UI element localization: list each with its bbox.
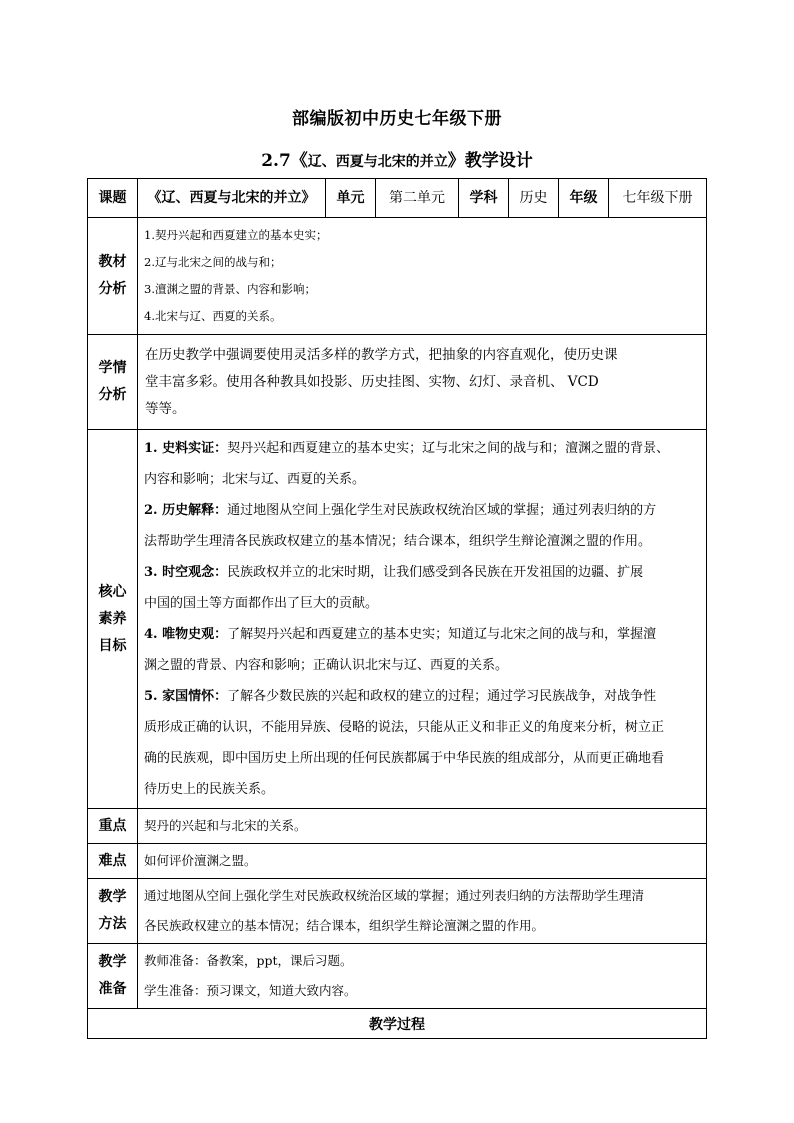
goal-item: 5. 家国情怀：了解各少数民族的兴起和政权的建立的过程；通过学习民族战争，对战争性 质形成正确的认识，不能用异族、侵略的说法，只能从正义和非正义的角度来分析，树立正 确的民族观，即中国历史上所出现的任何民族都属于中华民族的组成部分，从而更正确地看 待历史上的民族关系。 [144,689,665,797]
key-point-value: 契丹的兴起和与北宋的关系。 [138,809,707,844]
goal-item: 4. 唯物史观：了解契丹兴起和西夏建立的基本史实；知道辽与北宋之间的战与和，掌握澶 渊之盟的背景、内容和影响；正确认识北宋与辽、西夏的关系。 [144,627,657,673]
textbook-content [138,218,707,335]
difficulty-label: 难点 [88,844,138,879]
list-item: 3.澶渊之盟的背景、内容和影响； [144,282,316,296]
teacher-prep: 教师准备：备教案，ppt，课后习题。 [144,953,353,968]
lesson-plan-table [87,178,707,1039]
method-content: 通过地图从空间上强化学生对民族政权统治区域的掌握；通过列表归纳的方法帮助学生理清 各民族政权建立的基本情况；结合课本，组织学生辩论澶渊之盟的作用。 [138,879,707,944]
list-item: 1.契丹兴起和西夏建立的基本史实； [144,228,328,242]
document-title: 部编版初中历史七年级下册 [292,109,502,129]
student-content: 在历史教学中强调要使用灵活多样的教学方式，把抽象的内容直观化，使历史课 堂丰富多彩。使用各种教具如投影、历史挂图、实物、幻灯、录音机、 VCD 等等。 [138,335,707,430]
goals-content [138,430,707,809]
student-row [88,335,707,430]
prep-content [138,944,707,1009]
textbook-row [88,218,707,335]
unit-value: 第二单元 [376,179,459,218]
grade-value: 七年级下册 [609,179,707,218]
list-item: 4.北宋与辽、西夏的关系。 [144,309,282,323]
textbook-label: 教材 分析 [88,218,138,335]
method-label: 教学 方法 [88,879,138,944]
method-row [88,879,707,944]
subtitle-suffix: 》教学设计 [447,151,533,171]
prep-label: 教学 准备 [88,944,138,1009]
process-title: 教学过程 [88,1009,707,1039]
goals-label: 核心 素养 目标 [88,430,138,809]
process-row [88,1009,707,1039]
difficulty-value: 如何评价澶渊之盟。 [138,844,707,879]
goals-row [88,430,707,809]
difficulty-row [88,844,707,879]
goal-item: 3. 时空观念：民族政权并立的北宋时期，让我们感受到各民族在开发祖国的边疆、扩展 中国的国土等方面都作出了巨大的贡献。 [144,565,644,611]
topic-label: 课题 [88,179,138,218]
document-subtitle [0,146,794,171]
subject-value: 历史 [509,179,559,218]
goal-item: 1. 史料实证：契丹兴起和西夏建立的基本史实；辽与北宋之间的战与和；澶渊之盟的背景、 内容和影响；北宋与辽、西夏的关系。 [144,441,670,487]
subject-label: 学科 [459,179,509,218]
list-item: 2.辽与北宋之间的战与和； [144,255,282,269]
unit-label: 单元 [326,179,376,218]
subtitle-prefix: 2.7《 [261,151,308,171]
goal-item: 2. 历史解释：通过地图从空间上强化学生对民族政权统治区域的掌握；通过列表归纳的方 法帮助学生理清各民族政权建立的基本情况；结合课本，组织学生辩论澶渊之盟的作用。 [144,503,657,549]
student-label: 学情 分析 [88,335,138,430]
header-row [88,179,707,218]
prep-row [88,944,707,1009]
key-point-row [88,809,707,844]
grade-label: 年级 [559,179,609,218]
key-point-label: 重点 [88,809,138,844]
student-prep: 学生准备：预习课文，知道大致内容。 [144,983,357,998]
subtitle-lesson: 辽、西夏与北宋的并立 [307,154,448,170]
topic-value: 《辽、西夏与北宋的并立》 [138,179,326,218]
